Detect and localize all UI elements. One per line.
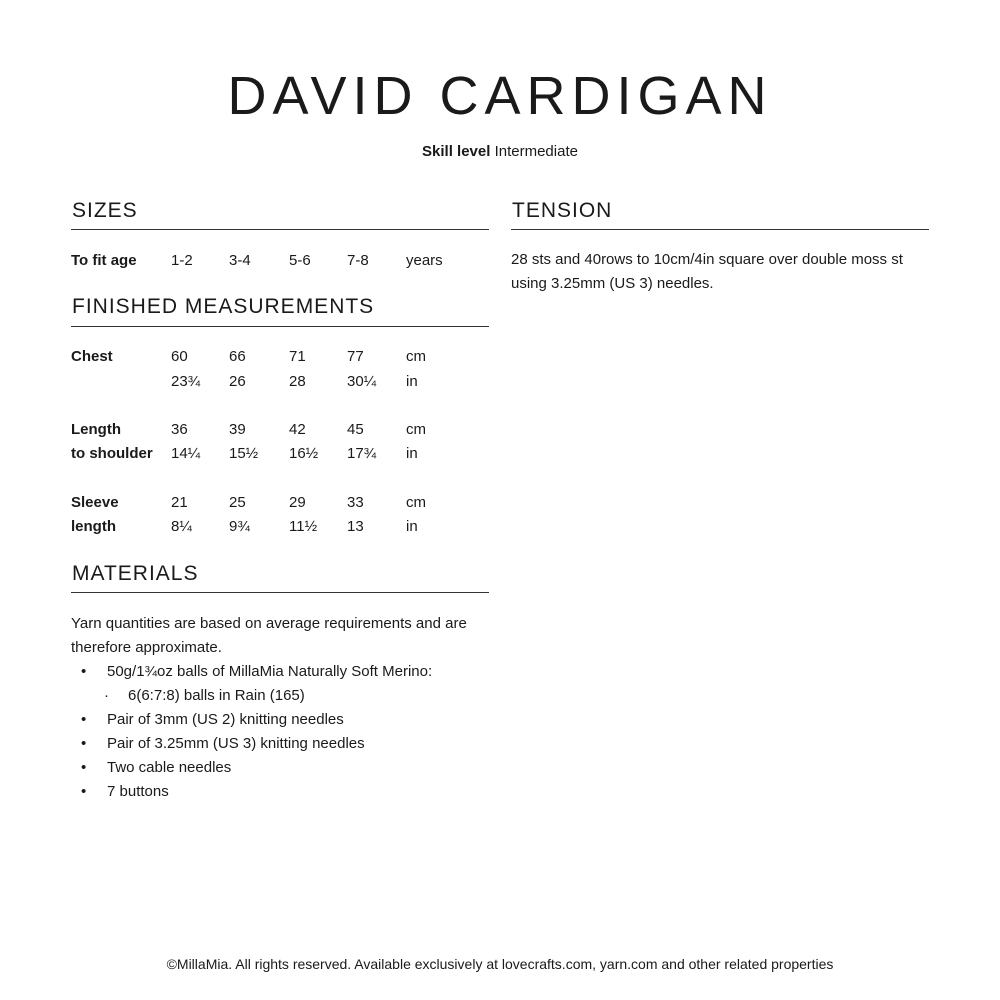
measurement-value: 45 (347, 421, 364, 438)
measurement-value: 21 (171, 494, 188, 511)
measurement-label: to shoulder (71, 445, 153, 462)
materials-divider (71, 592, 489, 593)
measurement-unit: cm (406, 494, 426, 511)
measurement-label: Length (71, 421, 121, 438)
materials-heading: MATERIALS (72, 562, 199, 585)
measurement-value: 26 (229, 373, 246, 390)
sizes-divider (71, 229, 489, 230)
measurement-value: 17¾ (347, 445, 377, 462)
tension-text: 28 sts and 40rows to 10cm/4in square over double moss st using 3.25mm (US 3) needles. (511, 251, 903, 292)
measurement-value: 28 (289, 373, 306, 390)
sizes-row-label: To fit age (71, 252, 137, 269)
measurement-unit: in (406, 445, 418, 462)
measurement-value: 16½ (289, 445, 319, 462)
materials-item: • Pair of 3mm (US 2) knitting needles (71, 708, 501, 732)
skill-level (0, 142, 1000, 162)
copyright-footer: ©MillaMia. All rights reserved. Available exclusively at lovecrafts.com, yarn.com and other related properties (166, 956, 834, 972)
measurement-value: 30¼ (347, 373, 377, 390)
pattern-title: DAVID CARDIGAN (227, 66, 773, 126)
materials-subitem: · 6(6:7:8) balls in Rain (165) (71, 684, 501, 708)
measurement-unit: cm (406, 348, 426, 365)
measurement-value: 33 (347, 494, 364, 511)
materials-list (71, 660, 501, 804)
measurement-value: 42 (289, 421, 306, 438)
materials-item: • 50g/1¾oz balls of MillaMia Naturally Soft Merino: (71, 660, 501, 684)
size-value: 5-6 (289, 252, 311, 269)
measurement-value: 77 (347, 348, 364, 365)
measurement-value: 14¼ (171, 445, 201, 462)
measurements-heading: FINISHED MEASUREMENTS (72, 295, 375, 318)
measurement-value: 71 (289, 348, 306, 365)
measurement-label: Sleeve (71, 494, 119, 511)
measurement-value: 39 (229, 421, 246, 438)
materials-item: • 7 buttons (71, 780, 501, 804)
measurement-unit: in (406, 373, 418, 390)
measurement-value: 66 (229, 348, 246, 365)
tension-divider (511, 229, 929, 230)
measurement-label: Chest (71, 348, 113, 365)
size-value: 7-8 (347, 252, 369, 269)
materials-item: • Two cable needles (71, 756, 501, 780)
measurement-unit: in (406, 518, 418, 535)
measurement-value: 25 (229, 494, 246, 511)
measurement-value: 13 (347, 518, 364, 535)
skill-level-value: Intermediate (494, 143, 578, 160)
measurement-value: 11½ (289, 518, 318, 535)
size-unit: years (406, 252, 443, 269)
materials-intro: Yarn quantities are based on average requirements and are therefore approximate. (71, 615, 467, 656)
measurement-unit: cm (406, 421, 426, 438)
size-value: 1-2 (171, 252, 193, 269)
measurement-value: 8¼ (171, 518, 192, 535)
measurement-value: 15½ (229, 445, 259, 462)
measurement-label: length (71, 518, 116, 535)
materials-item: • Pair of 3.25mm (US 3) knitting needles (71, 732, 501, 756)
measurement-value: 23¾ (171, 373, 201, 390)
measurements-divider (71, 326, 489, 327)
measurement-value: 29 (289, 494, 306, 511)
tension-heading: TENSION (512, 199, 613, 222)
measurement-value: 9¾ (229, 518, 250, 535)
measurement-value: 60 (171, 348, 188, 365)
skill-level-label: Skill level (422, 143, 491, 160)
measurement-value: 36 (171, 421, 188, 438)
sizes-heading: SIZES (72, 199, 138, 222)
size-value: 3-4 (229, 252, 251, 269)
